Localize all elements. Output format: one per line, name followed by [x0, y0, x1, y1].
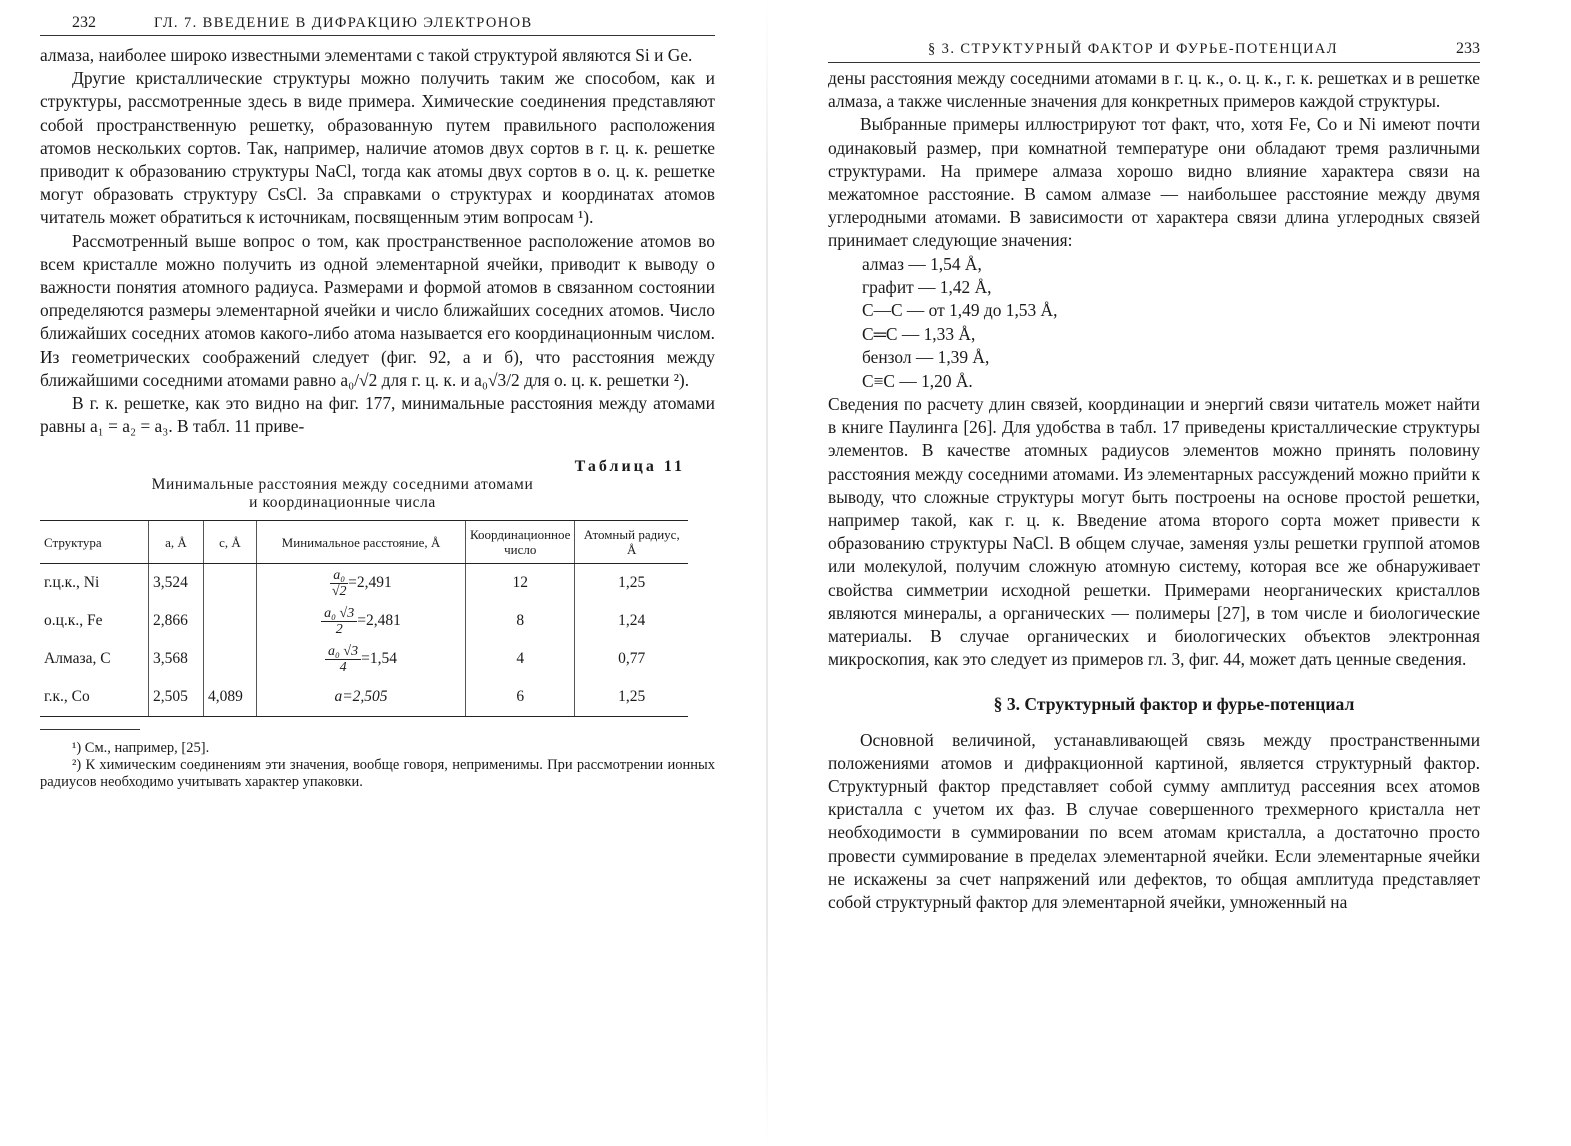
cell-min-distance: $\frac{\text{a₀}}{√2}$ =2,491: [257, 564, 466, 603]
header-a: a, Å: [149, 521, 204, 564]
bond-length-item: бензол — 1,39 Å,: [862, 347, 990, 368]
right-page: [828, 40, 1480, 914]
left-paragraph-4: В г. к. решетке, как это видно на фиг. 177, минимальные расстояния между атомами равны a₁ = a₂ = a₃. В табл. 11 приве-: [40, 393, 715, 437]
cell-radius: 1,25: [575, 564, 688, 603]
footnote-1: ¹) См., например, [25].: [72, 740, 210, 757]
left-page: [40, 14, 715, 791]
book-gutter: [766, 0, 768, 1146]
distances-table: [40, 520, 688, 717]
cell-a: 2,505: [149, 678, 204, 717]
left-paragraph-1: алмаза, наиболее широко известными элементами с такой структурой являются Si и Ge.: [40, 45, 693, 65]
footnote-2: ²) К химическим соединениям эти значения, вообще говоря, неприменимы. При рассмотрении ионных радиусов необходимо учитывать характер упаковки.: [40, 757, 715, 791]
left-paragraph-3: Рассмотренный выше вопрос о том, как пространственное расположение атомов во всем кристалле можно получить из одной элементарной ячейки, приводит к выводу о важности понятия атомного радиуса. Размерами и формой атомов в связанном состоянии определяются размеры элементарной ячейки и число ближайших соседних атомов. Число ближайших соседних атомов какого-либо атома называется его координационным числом. Из геометрических соображений следует (фиг. 92, а и б), что расстояния между ближайшими соседними атомами равно a₀/√2 для г. ц. к. и a₀√3/2 для о. ц. к. решетки ²).: [40, 230, 715, 390]
right-paragraph-3: Сведения по расчету длин связей, координации и энергий связи читатель может найти в книге Паулинга [26]. Для удобства в табл. 17 приведены кристаллические структуры элементов. В качестве атомных радиусов элементов можно принять половину расстояния между соседними атомами. Из элементарных рассуждений можно прийти к выводу, что сложные структуры могут быть построены на основе простой решетки, например такой, как г. ц. к. Введение атома второго сорта может привести к образованию структуры NaCl. В общем случае, заменяя узлы решетки группой атомов или молекулой, получим сложную атомную систему, которая все же обнаруживает свойства симметрии исходной решетки. Примерами неорганических кристаллов являются минералы, а органических — полимеры [27], в том числе и биологические материалы. В случае органических и биологических объектов электронная микроскопия, как это следует из примеров гл. 3, фиг. 44, может дать ценные сведения.: [828, 394, 1480, 670]
table-row: [40, 678, 688, 717]
cell-c: [204, 602, 257, 640]
cell-coordination: 8: [466, 602, 575, 640]
cell-c: [204, 564, 257, 603]
cell-radius: 1,24: [575, 602, 688, 640]
table-row: [40, 640, 688, 678]
header-c: c, Å: [204, 521, 257, 564]
table-caption: [40, 458, 715, 512]
cell-c: [204, 640, 257, 678]
cell-structure: г.ц.к., Ni: [44, 574, 100, 592]
distance-fraction: $\frac{\text{a₀}}{√2}$: [331, 567, 347, 599]
right-running-title: § 3. СТРУКТУРНЫЙ ФАКТОР И ФУРЬЕ-ПОТЕНЦИАЛ: [928, 41, 1339, 57]
cell-radius: 1,25: [575, 678, 688, 717]
left-running-title: ГЛ. 7. ВВЕДЕНИЕ В ДИФРАКЦИЮ ЭЛЕКТРОНОВ: [154, 15, 533, 31]
table-row: [40, 564, 688, 603]
cell-min-distance: a=2,505: [257, 678, 466, 717]
bond-length-item: алмаз — 1,54 Å,: [862, 253, 982, 274]
cell-structure: г.к., Co: [40, 678, 149, 717]
left-page-number: 232: [72, 14, 96, 31]
cell-radius: 0,77: [575, 640, 688, 678]
table-title-line-2: и координационные числа: [249, 494, 436, 512]
cell-a: 2,866: [149, 602, 204, 640]
bond-length-item: C═C — 1,33 Å,: [862, 323, 976, 344]
cell-a: 3,568: [149, 640, 204, 678]
cell-structure: о.ц.к., Fe: [44, 612, 103, 630]
right-paragraph-4: Основной величиной, устанавливающей связь между пространственными положениями атомов и дифракционной картиной, является структурный фактор. Структурный фактор представляет собой сумму амплитуд рассеяния всех атомов кристалла с учетом их фаз. В случае совершенного трехмерного кристалла нет необходимости в суммировании по всем атомам кристалла, а достаточно просто провести суммирование в пределах элементарной ячейки. Если элементарные ячейки не искажены за счет напряжений или дефектов, то общая амплитуда представляет собой структурный фактор для элементарной ячейки, умноженный на: [828, 729, 1480, 912]
right-page-number: 233: [1456, 40, 1480, 57]
cell-min-distance: $\frac{\text{a₀ √3}}{2}$ =2,481: [257, 602, 466, 640]
bond-length-item: C≡C — 1,20 Å.: [862, 370, 973, 391]
bond-length-item: графит — 1,42 Å,: [862, 277, 992, 298]
left-running-head: [40, 14, 715, 36]
cell-coordination: 6: [466, 678, 575, 717]
footnote-rule: [40, 729, 140, 730]
right-running-head: [828, 40, 1480, 63]
section-heading: § 3. Структурный фактор и фурье-потенциал: [993, 693, 1355, 714]
right-paragraph-1: дены расстояния между соседними атомами в г. ц. к., о. ц. к., г. к. решетках и в решетке алмаза, а также численные значения для конкретных примеров каждой структуры.: [828, 68, 1480, 112]
cell-min-distance: $\frac{\text{a₀ √3}}{4}$ =1,54: [257, 640, 466, 678]
distance-fraction: $\frac{\text{a₀ √3}}{2}$: [321, 606, 357, 637]
table-header-row: [40, 521, 688, 564]
table-row: [40, 602, 688, 640]
table-label: Таблица 11: [574, 458, 685, 476]
cell-structure: Алмаза, C: [44, 650, 111, 668]
header-structure: Структура: [40, 521, 149, 564]
distance-fraction: $\frac{\text{a₀ √3}}{4}$: [325, 644, 361, 675]
bond-length-list: [862, 253, 1480, 393]
header-radius: Атомный радиус, Å: [575, 521, 688, 564]
left-paragraph-2: Другие кристаллические структуры можно получить таким же способом, как и структуры, рассмотренные здесь в виде примера. Химические соединения представляют собой пространственную решетку, образованную путем правильного расположения атомов нескольких сортов. Так, например, наличие атомов двух сортов в г. ц. к. решетке приводит к образованию структуры NaCl, тогда как атомы двух сортов в о. ц. к. решетке могут образовать структуру CsCl. За справками о структурах и координатах атомов читатель может обратиться к источникам, посвященным этим вопросам ¹).: [40, 68, 715, 228]
cell-coordination: 12: [466, 564, 575, 603]
footnotes: [40, 740, 715, 791]
table-title-line-1: Минимальные расстояния между соседними атомами: [151, 476, 534, 494]
header-coordination: Координационное число: [466, 521, 575, 564]
bond-length-item: C—C — от 1,49 до 1,53 Å,: [862, 300, 1058, 321]
cell-a: 3,524: [149, 564, 204, 603]
header-min-distance: Минимальное расстояние, Å: [257, 521, 466, 564]
right-paragraph-2: Выбранные примеры иллюстрируют тот факт, что, хотя Fe, Co и Ni имеют почти одинаковый размер, при комнатной температуре они обладают тремя различными структурами. На примере алмаза хорошо видно влияние характера связи на межатомное расстояние. В самом алмазе — наибольшее расстояние между двумя углеродными атомами. В зависимости от характера связи длина углеродных связей принимает следующие значения:: [828, 114, 1480, 251]
cell-coordination: 4: [466, 640, 575, 678]
cell-c: 4,089: [204, 678, 257, 717]
